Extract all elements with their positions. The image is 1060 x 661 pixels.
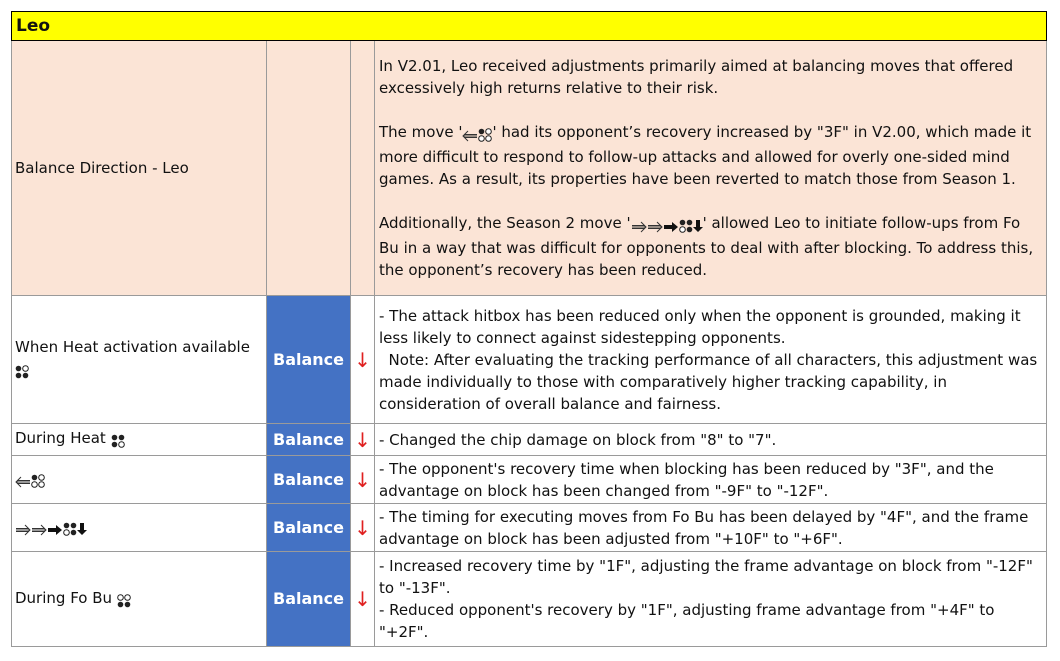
button-circles-icon	[117, 590, 131, 612]
row-description	[375, 296, 1047, 424]
row-name-text: During Heat	[15, 429, 106, 447]
row-name-text: When Heat activation available	[15, 338, 250, 356]
row-name	[12, 504, 267, 552]
nerf-arrow-icon: ↓	[351, 296, 375, 424]
forward-arrow-icon	[631, 215, 647, 237]
intro-category-empty	[267, 41, 351, 296]
patch-notes-table-container	[11, 11, 1047, 647]
forward-solid-arrow-icon	[663, 215, 679, 237]
row-description-line: - Reduced opponent's recovery by "1F", adjusting frame advantage from "+4F" to "+2F".	[379, 601, 995, 641]
row-name-text: During Fo Bu	[15, 588, 113, 607]
category-badge: Balance	[267, 424, 351, 456]
change-row	[12, 504, 1047, 552]
character-title: Leo	[12, 12, 1047, 41]
change-row	[12, 296, 1047, 424]
character-title-row	[12, 12, 1047, 41]
row-description-note: Note: After evaluating the tracking performance of all characters, this adjustment was made individually to those with comparatively higher tracking capability, in consideration of overall balance and fairness.	[379, 350, 1043, 413]
intro-row	[12, 41, 1047, 296]
intro-description	[375, 41, 1047, 296]
category-badge: Balance	[267, 296, 351, 424]
category-badge: Balance	[267, 504, 351, 552]
forward-arrow-icon	[647, 215, 663, 237]
intro-p3-start: Additionally, the Season 2 move '	[379, 214, 631, 232]
nerf-arrow-icon: ↓	[351, 456, 375, 504]
intro-arrow-empty	[351, 41, 375, 296]
intro-p2-end: ' had its opponent’s recovery increased by "3F" in V2.00, which made it more difficult to respond to follow-up attacks and allowed for overly one-sided mind games. As a result, its properties have been reverted to match those from Season 1.	[379, 123, 1032, 188]
button-circles-icon	[111, 430, 125, 452]
intro-paragraph-1: In V2.01, Leo received adjustments primarily aimed at balancing moves that offered excessively high returns relative to their risk.	[379, 57, 1014, 97]
intro-p2-start: The move '	[379, 123, 463, 141]
intro-name: Balance Direction - Leo	[12, 41, 267, 296]
button-circles-icon	[31, 470, 45, 492]
back-arrow-icon	[462, 124, 478, 146]
button-circles-icon	[679, 215, 693, 237]
button-circles-icon	[478, 124, 492, 146]
nerf-arrow-icon: ↓	[351, 552, 375, 647]
row-description: - The timing for executing moves from Fo Bu has been delayed by "4F", and the frame advantage on block has been adjusted from "+10F" to "+6F".	[375, 504, 1047, 552]
nerf-arrow-icon: ↓	[351, 504, 375, 552]
category-badge: Balance	[267, 552, 351, 647]
forward-solid-arrow-icon	[47, 518, 63, 540]
category-badge: Balance	[267, 456, 351, 504]
row-description-line: - Increased recovery time by "1F", adjusting the frame advantage on block from "-12F" to "-13F".	[379, 557, 1033, 597]
row-name	[12, 424, 267, 456]
row-description	[375, 552, 1047, 647]
change-row	[12, 424, 1047, 456]
intro-p3-end: ' allowed Leo to initiate follow-ups from Fo Bu in a way that was difficult for opponents to deal with after blocking. To address this, the opponent’s recovery has been reduced.	[379, 214, 1034, 279]
button-circles-icon	[15, 361, 29, 383]
row-name	[12, 552, 267, 647]
forward-arrow-icon	[15, 518, 31, 540]
row-name	[12, 456, 267, 504]
back-arrow-icon	[15, 470, 31, 492]
row-description: - The opponent's recovery time when blocking has been reduced by "3F", and the advantage on block has been changed from "-9F" to "-12F".	[375, 456, 1047, 504]
intro-paragraph-2	[379, 121, 1042, 190]
down-solid-arrow-icon	[693, 215, 703, 237]
down-solid-arrow-icon	[77, 518, 87, 540]
patch-notes-table	[11, 11, 1047, 647]
intro-paragraph-3	[379, 212, 1042, 281]
nerf-arrow-icon: ↓	[351, 424, 375, 456]
row-description-line: - The attack hitbox has been reduced only when the opponent is grounded, making it less likely to connect against sidestepping opponents.	[379, 306, 1021, 347]
change-row	[12, 456, 1047, 504]
forward-arrow-icon	[31, 518, 47, 540]
row-description: - Changed the chip damage on block from "8" to "7".	[375, 424, 1047, 456]
button-circles-icon	[63, 518, 77, 540]
row-name	[12, 296, 267, 424]
change-row	[12, 552, 1047, 647]
